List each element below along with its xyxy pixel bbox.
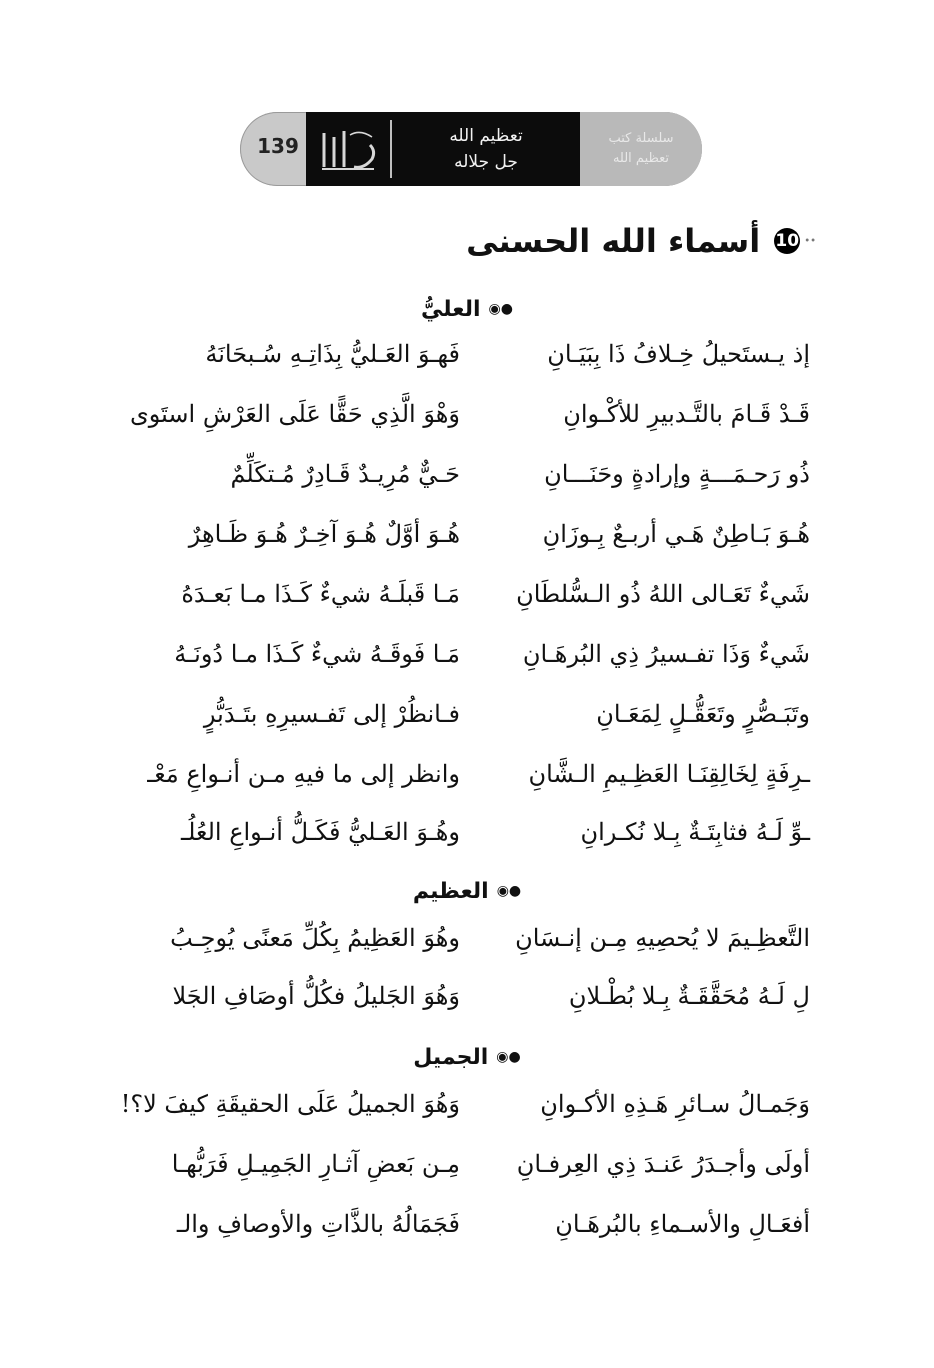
verse-second-half: وتَبَـصُّرٍ وتَعَقُّـلٍ لِمَعَـانِ	[596, 700, 810, 728]
verse-second-half: شَيءٌ وَذَا تفـسيرُ ذِي البُرهَـانِ	[522, 640, 810, 668]
series-label	[580, 112, 702, 186]
verse-line	[130, 1198, 810, 1250]
verse-first-half: فَجَمَالُهُ بالذَّاتِ والأوصافِ والـ	[176, 1210, 460, 1238]
verse-second-half: ـرِفَةٍ لِخَالِقِنَـا العَظِـيمِ الـشَّانِ	[528, 760, 810, 788]
section-number: 10	[774, 228, 800, 254]
header-title-line-2: جل جلاله	[454, 152, 518, 172]
verse-first-half: حَـيٌّ مُرِيـدٌ قَـادِرٌ مُـتكَلِّمٌ	[230, 460, 460, 488]
verse-line	[130, 970, 810, 1022]
verse-line	[130, 628, 810, 680]
verse-second-half: شَيءٌ تَعَـالى اللهُ ذُو الـسُّلطَانِ	[516, 580, 810, 608]
verse-line	[130, 328, 810, 380]
verse-second-half: قَـدْ قَـامَ بالتَّـدبيرِ للأكْـوانِ	[563, 400, 810, 428]
bullet-icon: ◉●	[496, 883, 522, 899]
verse-line	[120, 1078, 810, 1130]
verse-first-half: فَهـوَ العَـليُّ بِذَاتِـهِ سُـبحَانَهُ	[205, 340, 460, 368]
verse-first-half: وهُـوَ العَـليُّ فَكَـلُّ أنـواعِ العُلُـ	[181, 818, 460, 846]
bullet-icon: ◉●	[488, 301, 513, 317]
verse-second-half: إذ يـستَحيلُ خِـلافُ ذَا بِبَيَـانِ	[547, 340, 810, 368]
verse-first-half: وَهُوَ الجَليلُ فكُلُّ أوصَافِ الجَلا	[172, 982, 460, 1010]
verse-first-half: هُـوَ أوَّلٌ هُـوَ آخِـرٌ هُـوَ ظَـاهِرٌ	[188, 520, 460, 548]
verse-second-half: أفعَـالِ والأسـماءِ بالبُرهَـانِ	[555, 1210, 810, 1238]
subheading-label: العليُّ	[421, 296, 481, 322]
heading-dots: ••	[804, 235, 816, 247]
page-header-banner	[240, 112, 702, 186]
verse-first-half: مَـا فَوقَـهُ شيءٌ كَـذَا مـا دُونَـهُ	[174, 640, 460, 668]
section-title: أسماء الله الحسنى	[466, 222, 761, 260]
verse-line	[130, 748, 810, 800]
verse-second-half: ذُو رَحـمَـــةٍ وإرادةٍ وحَنَـــانِ	[544, 460, 810, 488]
subheading-al-ali	[0, 292, 934, 326]
series-line-1: سلسلة كتب	[608, 131, 674, 146]
verse-second-half: التَّعظِـيمَ لا يُحصِيهِ مِـن إنـسَانِ	[515, 924, 810, 952]
verse-first-half: وَهُوَ الجميلُ عَلَى الحقيقَةِ كيفَ لا؟!	[120, 1090, 460, 1118]
verse-second-half: وَجَمـالُ سـائرِ هَـذِهِ الأكـوانِ	[540, 1090, 810, 1118]
verse-first-half: وَهْوَ الَّذِي حَقًّا عَلَى العَرْشِ استَوى	[129, 400, 460, 428]
verse-line	[130, 568, 810, 620]
verse-line	[130, 508, 810, 560]
verse-line	[130, 388, 810, 440]
verse-second-half: هُـوَ بَـاطِنٌ هَـي أربـعٌ بِـوزَانِ	[542, 520, 810, 548]
subheading-label: الجميل	[413, 1044, 489, 1070]
subheading-al-azim	[0, 874, 934, 908]
verse-line	[130, 448, 810, 500]
verse-first-half: مَـا قَبلَـهُ شيءٌ كَـذَا مـا بَعـدَهُ	[181, 580, 460, 608]
verse-line	[130, 688, 810, 740]
header-title	[400, 120, 572, 178]
verse-line	[130, 806, 810, 858]
verse-second-half: أولَى وأجـدَرُ عَنـدَ ذِي العِرفـانِ	[516, 1150, 810, 1178]
series-line-2: تعظيم الله	[612, 151, 670, 166]
verse-second-half: لِ لَـهُ مُحَقَّقَـةٌ بِـلا بُطْـلانِ	[568, 982, 810, 1010]
verse-first-half: مِـن بَعضِ آثـارِ الجَمِيـلِ فَرَبُّهـا	[171, 1150, 460, 1178]
verse-second-half: ـوِّ لَـهُ فثابِتَـةٌ بِـلا نُكـرانِ	[580, 818, 810, 846]
page-number: 139	[257, 134, 299, 158]
subheading-label: العظيم	[412, 878, 489, 904]
verse-first-half: وانظر إلى ما فيهِ مـن أنـواعِ مَعْـ	[147, 760, 460, 788]
bullet-icon: ◉●	[496, 1049, 521, 1065]
allah-calligraphy-icon	[312, 120, 386, 178]
section-heading	[466, 218, 816, 264]
header-divider	[390, 120, 392, 178]
verse-first-half: وهُوَ العَظِيمُ بِكُلِّ مَعنًى يُوجِـبُ	[170, 924, 460, 952]
subheading-al-jamil	[0, 1040, 934, 1074]
verse-line	[130, 1138, 810, 1190]
header-title-line-1: تعظيم الله	[449, 126, 523, 146]
verse-line	[130, 912, 810, 964]
verse-first-half: فـانظُرْ إلى تَفـسيرِهِ بتَـدَبُّرٍ	[203, 700, 460, 728]
